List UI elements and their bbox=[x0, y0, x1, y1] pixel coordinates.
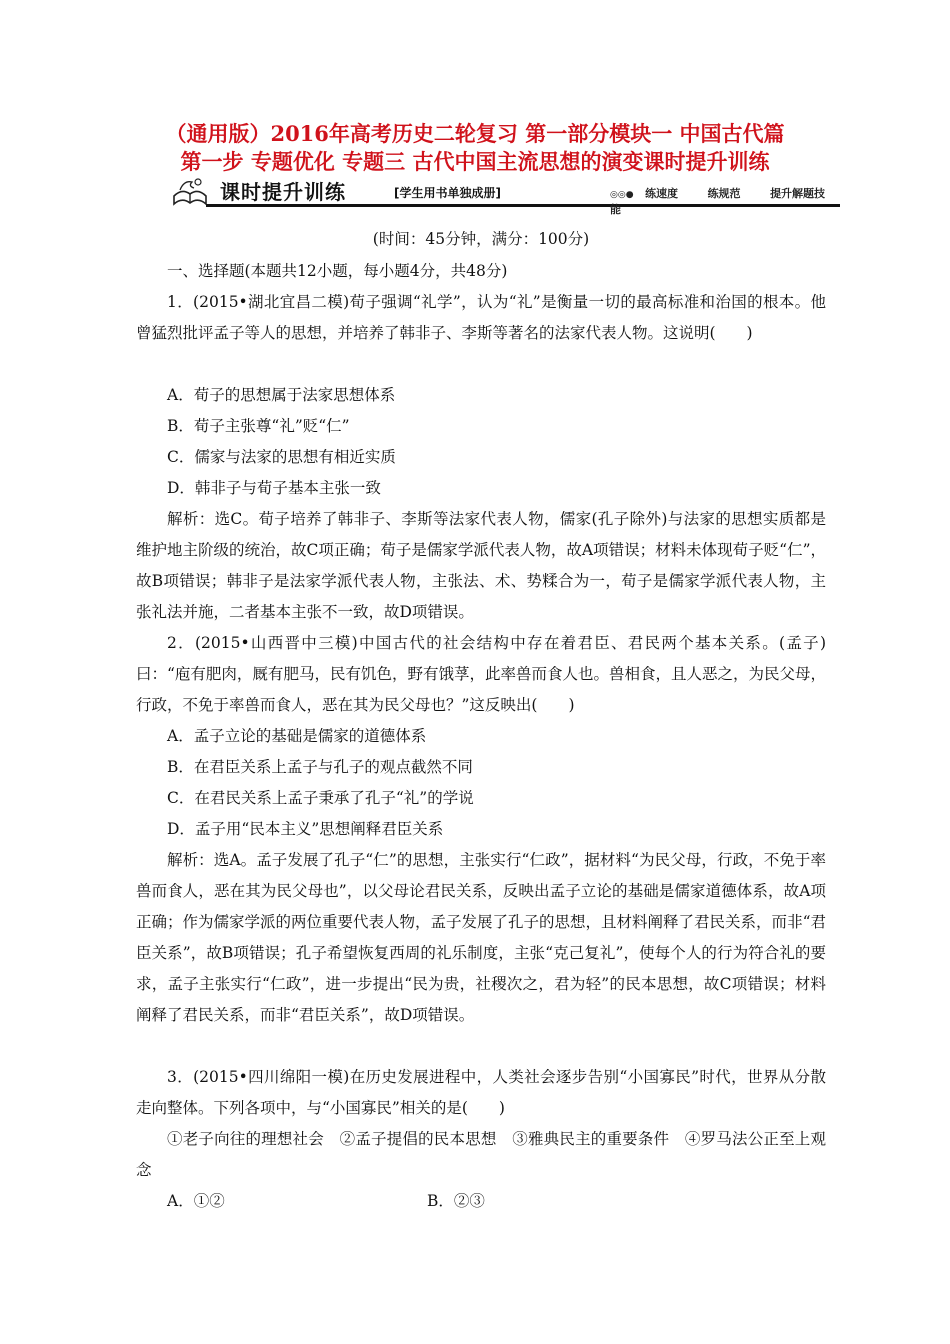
tagline-norm: 练规范 bbox=[707, 187, 741, 200]
question-1-option-b: B．荀子主张尊“礼”贬“仁” bbox=[167, 417, 350, 435]
question-2-option-b: B．在君臣关系上孟子与孔子的观点截然不同 bbox=[167, 758, 473, 776]
banner-note: [学生用书单独成册] bbox=[394, 186, 501, 200]
tagline-skill: 提升解题技能 bbox=[610, 187, 826, 216]
question-1-option-c: C．儒家与法家的思想有相近实质 bbox=[167, 448, 396, 466]
question-1-stem: 1．(2015•湖北宜昌二模)荀子强调“礼学”，认为“礼”是衡量一切的最高标准和治国的根本。他曾猛烈批评孟子等人的思想，并培养了韩非子、李斯等著名的法家代表人物。这说明( ) bbox=[136, 293, 826, 342]
book-icon bbox=[170, 174, 210, 208]
question-3-items: ①老子向往的理想社会 ②孟子提倡的民本思想 ③雅典民主的重要条件 ④罗马法公正至上观念 bbox=[136, 1130, 826, 1179]
question-2-analysis: 解析：选A。孟子发展了孔子“仁”的思想，主张实行“仁政”，据材料“为民父母，行政，不免于率兽而食人，恶在其为民父母也”，以父母论君民关系，反映出孟子立论的基础是儒家道德体系，故A项正确；作为儒家学派的两位重要代表人物，孟子发展了孔子的思想，且材料阐释了君民关系，而非“君臣关系”，故B项错误；孔子希望恢复西周的礼乐制度，主张“克己复礼”，使每个人的行为符合礼的要求，孟子主张实行“仁政”，进一步提出“民为贵，社稷次之，君为轻”的民本思想，故C项错误；材料阐释了君民关系，而非“君臣关系”，故D项错误。 bbox=[136, 851, 826, 1024]
question-1-option-a: A．荀子的思想属于法家思想体系 bbox=[167, 386, 396, 404]
banner-tagline bbox=[610, 185, 840, 217]
document-title-line-1: （通用版）2016年高考历史二轮复习 第一部分模块一 中国古代篇 bbox=[165, 121, 785, 146]
dots-icon: ◎◎● bbox=[610, 190, 634, 200]
time-score-info: (时间：45分钟，满分：100分) bbox=[372, 230, 590, 248]
question-3-option-a: A．①② bbox=[167, 1192, 225, 1210]
document-title-line-2: 第一步 专题优化 专题三 古代中国主流思想的演变课时提升训练 bbox=[180, 149, 770, 174]
question-1-option-d: D．韩非子与荀子基本主张一致 bbox=[167, 479, 381, 497]
banner-title: 课时提升训练 bbox=[220, 180, 346, 204]
section-heading: 一、选择题(本题共12小题，每小题4分，共48分) bbox=[167, 262, 508, 280]
question-3-option-b: B．②③ bbox=[427, 1192, 485, 1210]
question-2-option-d: D．孟子用“民本主义”思想阐释君臣关系 bbox=[167, 820, 444, 838]
question-3-stem: 3．(2015•四川绵阳一模)在历史发展进程中，人类社会逐步告别“小国寡民”时代，世界从分散走向整体。下列各项中，与“小国寡民”相关的是( ) bbox=[136, 1068, 826, 1117]
question-2-option-c: C．在君民关系上孟子秉承了孔子“礼”的学说 bbox=[167, 789, 474, 807]
section-banner bbox=[170, 174, 840, 216]
question-1-analysis: 解析：选C。荀子培养了韩非子、李斯等法家代表人物，儒家(孔子除外)与法家的思想实质都是维护地主阶级的统治，故C项正确；荀子是儒家学派代表人物，故A项错误；材料未体现荀子贬“仁”，故B项错误；韩非子是法家学派代表人物，主张法、术、势糅合为一，荀子是儒家学派代表人物，主张礼法并施，二者基本主张不一致，故D项错误。 bbox=[136, 510, 826, 621]
question-2-option-a: A．孟子立论的基础是儒家的道德体系 bbox=[167, 727, 427, 745]
tagline-speed: 练速度 bbox=[645, 187, 679, 200]
question-2-stem: 2．(2015•山西晋中三模)中国古代的社会结构中存在着君臣、君民两个基本关系。(孟子)曰：“庖有肥肉，厩有肥马，民有饥色，野有饿莩，此率兽而食人也。兽相食，且人恶之，为民父母，行政，不免于率兽而食人，恶在其为民父母也？”这反映出( ) bbox=[136, 634, 826, 714]
